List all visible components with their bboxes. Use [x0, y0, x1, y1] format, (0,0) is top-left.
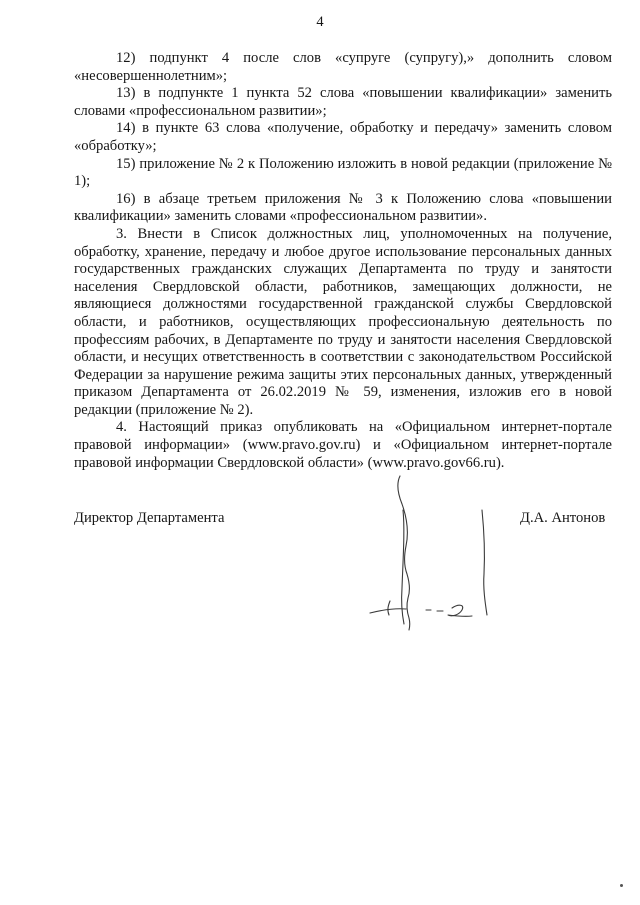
- paragraph-item-12: 12) подпункт 4 после слов «супруге (супругу),» дополнить словом «несовершеннолетним»;: [74, 50, 612, 84]
- paragraph-clause-4: 4. Настоящий приказ опубликовать на «Официальном интернет-портале правовой информации» (www.pravo.gov.ru) и «Официальном интернет-портале правовой информации Свердловской области» (www.pravo.gov66.ru).: [74, 419, 612, 471]
- paragraph-item-13: 13) в подпункте 1 пункта 52 слова «повышении квалификации» заменить словами «профессиональном развитии»;: [74, 85, 612, 119]
- signatory-title: Директор Департамента: [74, 510, 225, 526]
- paragraph-clause-3: 3. Внести в Список должностных лиц, уполномоченных на получение, обработку, хранение, передачу и любое другое использование персональных данных государственных гражданских служащих Департамента по труду и занятости населения Свердловской области, работников, замещающих должности, не являющиеся должностями государственной гражданской службы Свердловской области, и работников, осуществляющих профессиональную деятельность по профессиям рабочих, в Департаменте по труду и занятости населения Свердловской области, и несущих ответственность в соответствии с законодательством Российской Федерации за нарушение режима защиты этих персональных данных, утвержденный приказом Департамента от 26.02.2019 № 59, изменения, изложив его в новой редакции (приложение № 2).: [74, 225, 612, 418]
- page-number: 4: [316, 14, 324, 30]
- handwritten-signature-icon: [330, 470, 510, 635]
- paragraph-item-16: 16) в абзаце третьем приложения № 3 к Положению слова «повышении квалификации» заменить словами «профессиональном развитии».: [74, 190, 612, 225]
- signatory-name: Д.А. Антонов: [520, 510, 606, 526]
- paragraph-item-14: 14) в пункте 63 слова «получение, обработку и передачу» заменить словом «обработку»;: [74, 120, 612, 154]
- scan-speck: [620, 884, 623, 887]
- paragraph-item-15: 15) приложение № 2 к Положению изложить в новой редакции (приложение № 1);: [74, 155, 612, 190]
- document-body: [74, 50, 612, 472]
